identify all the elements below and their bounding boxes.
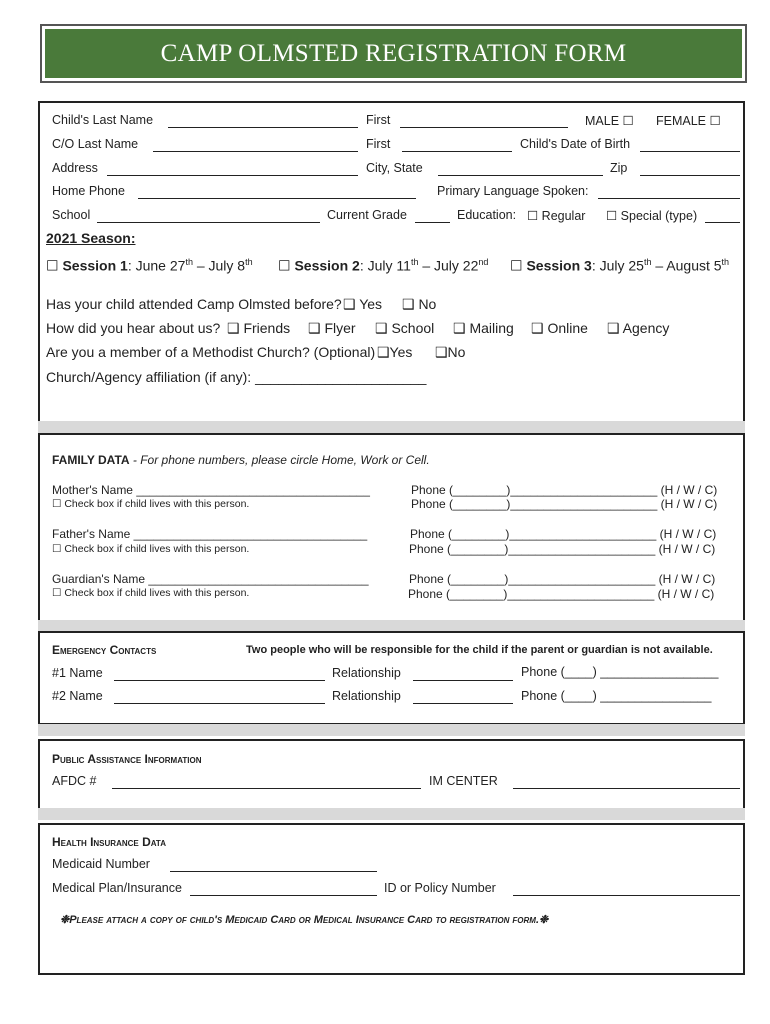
session-2-start: : July 11 <box>359 257 411 274</box>
methodist-no-checkbox[interactable]: ❑No <box>435 344 466 360</box>
attended-no-checkbox[interactable]: ❑ No <box>402 296 437 312</box>
address-field[interactable] <box>107 175 358 176</box>
contact-1-name-label: #1 Name <box>52 666 103 680</box>
guardian-phone-1[interactable]: Phone (________)______________________ (H / W / C) <box>409 572 716 586</box>
father-name-field[interactable]: Father's Name ___________________________________ <box>52 527 368 541</box>
co-last-name-field[interactable] <box>153 151 358 152</box>
session-1-box: ☐ <box>46 257 63 274</box>
policy-field[interactable] <box>513 895 740 896</box>
father-phone-2[interactable]: Phone (________)______________________ (H / W / C) <box>409 542 716 556</box>
session-3-end-suffix: th <box>721 257 730 267</box>
section-divider <box>38 808 745 820</box>
medical-plan-label: Medical Plan/Insurance <box>52 881 182 895</box>
city-state-field[interactable] <box>438 175 603 176</box>
im-center-label: IM CENTER <box>429 774 498 788</box>
affiliation-field[interactable]: Church/Agency affiliation (if any): ______________________ <box>46 369 427 385</box>
zip-field[interactable] <box>640 175 740 176</box>
co-last-name-label: C/O Last Name <box>52 137 139 151</box>
language-field[interactable] <box>598 198 740 199</box>
contact-1-relationship-label: Relationship <box>332 666 401 680</box>
father-lives-checkbox[interactable]: ☐ Check box if child lives with this person. <box>52 543 250 555</box>
contact-1-name-field[interactable] <box>114 680 325 681</box>
public-assistance-section <box>38 739 745 811</box>
attended-yes-checkbox[interactable]: ❑ Yes <box>343 296 383 312</box>
guardian-phone-2[interactable]: Phone (________)______________________ (H / W / C) <box>408 587 715 601</box>
special-checkbox[interactable]: ☐ Special (type) <box>606 209 698 223</box>
contact-2-name-label: #2 Name <box>52 689 103 703</box>
home-phone-label: Home Phone <box>52 184 125 198</box>
agency-checkbox[interactable]: ❑ Agency <box>607 320 670 336</box>
session-1-start-suffix: th <box>185 257 193 267</box>
medical-plan-field[interactable] <box>190 895 377 896</box>
public-assistance-heading: Public Assistance Information <box>52 752 202 766</box>
zip-label: Zip <box>610 161 628 175</box>
session-3-checkbox[interactable] <box>510 257 729 275</box>
mother-phone-2[interactable]: Phone (________)______________________ (H / W / C) <box>411 497 718 511</box>
mother-name-field[interactable]: Mother's Name ___________________________________ <box>52 483 370 497</box>
special-type-field[interactable] <box>705 222 740 223</box>
family-heading-title: FAMILY DATA <box>52 453 130 467</box>
child-first-field[interactable] <box>400 127 568 128</box>
session-2-label: Session 2 <box>294 257 360 274</box>
co-first-label: First <box>366 137 391 151</box>
title-banner <box>40 24 747 83</box>
child-last-name-field[interactable] <box>168 127 358 128</box>
city-state-label: City, State <box>366 161 423 175</box>
mailing-checkbox[interactable]: ❑ Mailing <box>453 320 514 336</box>
insurance-card-notice: ❉Please attach a copy of child's Medicaid Card or Medical Insurance Card to registration form.❉ <box>60 914 549 926</box>
section-divider <box>38 724 745 736</box>
school-label: School <box>52 208 91 222</box>
session-2-start-suffix: th <box>410 257 419 267</box>
session-1-end-suffix: th <box>245 257 253 267</box>
mother-lives-checkbox[interactable]: ☐ Check box if child lives with this person. <box>52 498 250 510</box>
methodist-yes-checkbox[interactable]: ❑Yes <box>377 344 413 360</box>
emergency-heading: Emergency Contacts <box>52 643 157 657</box>
health-insurance-heading: Health Insurance Data <box>52 835 166 849</box>
title-banner-fill <box>45 29 742 78</box>
attended-question: Has your child attended Camp Olmsted before? <box>46 296 342 312</box>
guardian-name-field[interactable]: Guardian's Name _________________________________ <box>52 572 369 586</box>
male-checkbox[interactable]: MALE ☐ <box>585 114 634 128</box>
session-1-end: – July 8 <box>192 257 246 274</box>
emergency-note: Two people who will be responsible for the child if the parent or guardian is not available. <box>246 644 713 656</box>
session-1-label: Session 1 <box>62 257 128 274</box>
education-label: Education: <box>457 208 517 222</box>
medicaid-label: Medicaid Number <box>52 857 150 871</box>
afdc-label: AFDC # <box>52 774 97 788</box>
contact-1-relationship-field[interactable] <box>413 680 513 681</box>
grade-field[interactable] <box>415 222 450 223</box>
contact-2-relationship-field[interactable] <box>413 703 513 704</box>
session-2-end: – July 22 <box>418 257 479 274</box>
methodist-question: Are you a member of a Methodist Church? (Optional) <box>46 344 376 360</box>
session-3-label: Session 3 <box>526 257 592 274</box>
session-2-box: ☐ <box>278 257 295 274</box>
contact-2-name-field[interactable] <box>114 703 325 704</box>
mother-phone-1[interactable]: Phone (________)______________________ (H / W / C) <box>411 483 718 497</box>
session-3-start-suffix: th <box>643 257 652 267</box>
home-phone-field[interactable] <box>138 198 416 199</box>
family-heading-note: - For phone numbers, please circle Home, Work or Cell. <box>129 453 430 467</box>
contact-2-relationship-label: Relationship <box>332 689 401 703</box>
father-phone-1[interactable]: Phone (________)______________________ (H / W / C) <box>410 527 717 541</box>
page-title: CAMP OLMSTED REGISTRATION FORM <box>160 39 627 67</box>
dob-label: Child's Date of Birth <box>520 137 631 151</box>
contact-1-phone-field[interactable]: Phone (____) _________________ <box>521 665 719 679</box>
contact-2-phone-field[interactable]: Phone (____) ________________ <box>521 689 712 703</box>
school-checkbox[interactable]: ❑ School <box>375 320 435 336</box>
session-3-start: : July 25 <box>591 257 644 274</box>
dob-field[interactable] <box>640 151 740 152</box>
session-3-box: ☐ <box>510 257 527 274</box>
address-label: Address <box>52 161 98 175</box>
im-center-field[interactable] <box>513 788 740 789</box>
family-heading <box>52 453 430 467</box>
school-field[interactable] <box>97 222 320 223</box>
guardian-lives-checkbox[interactable]: ☐ Check box if child lives with this person. <box>52 587 250 599</box>
grade-label: Current Grade <box>327 208 407 222</box>
friends-checkbox[interactable]: ❑ Friends <box>227 320 291 336</box>
session-1-start: : June 27 <box>127 257 186 274</box>
afdc-field[interactable] <box>112 788 421 789</box>
hear-question: How did you hear about us? <box>46 320 221 336</box>
session-2-end-suffix: nd <box>478 257 489 267</box>
language-label: Primary Language Spoken: <box>437 184 589 198</box>
medicaid-field[interactable] <box>170 871 377 872</box>
season-heading: 2021 Season: <box>46 230 136 246</box>
session-1-checkbox[interactable] <box>46 257 253 275</box>
session-3-end: – August 5 <box>651 257 722 274</box>
child-last-name-label: Child's Last Name <box>52 113 154 127</box>
regular-checkbox[interactable]: ☐ Regular <box>527 209 586 223</box>
session-2-checkbox[interactable] <box>278 257 488 275</box>
online-checkbox[interactable]: ❑ Online <box>531 320 588 336</box>
policy-label: ID or Policy Number <box>384 881 496 895</box>
co-first-field[interactable] <box>402 151 512 152</box>
flyer-checkbox[interactable]: ❑ Flyer <box>308 320 356 336</box>
female-checkbox[interactable]: FEMALE ☐ <box>656 114 721 128</box>
child-first-label: First <box>366 113 391 127</box>
section-divider <box>38 421 745 433</box>
